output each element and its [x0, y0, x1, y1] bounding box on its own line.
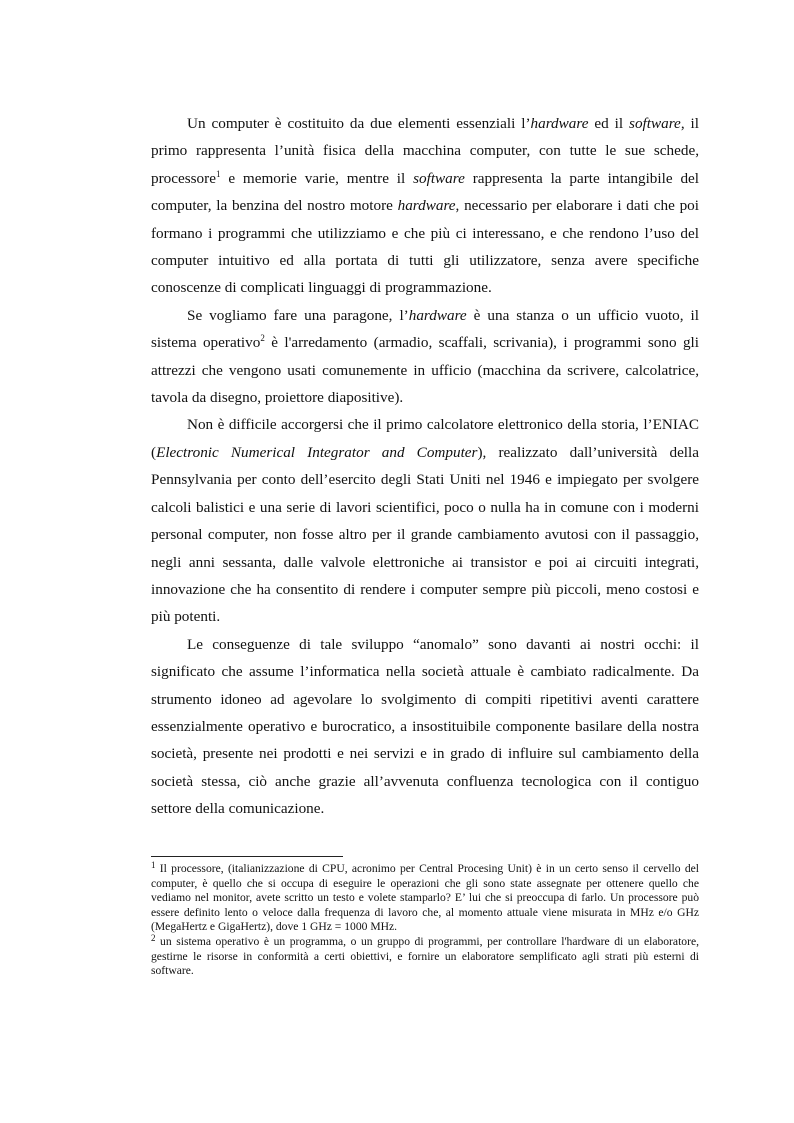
- paragraph-eniac: [151, 411, 699, 630]
- text-span: , necessario per elaborare i dati che poi formano i programmi che utilizziamo e che più ci interessano, e che rendono l’uso del computer intuitivo ed alla portata di tutti gli utilizzatore, senza avere specifiche conoscenze di complicati linguaggi di programmazione.: [151, 197, 699, 297]
- footnote-text: Il processore, (italianizzazione di CPU, acronimo per Central Procesing Unit) è in un certo senso il cervello del computer, è quello che si occupa di eseguire le operazioni che gli sono state assegnate per ottenere quello che vediamo nel monitor, avete scritto un testo e volete stamparlo? E’ lui che si preoccupa di farlo. Un processore può essere definito lento o veloce dalla frequenza di lavoro che, al momento attuale viene misurata in MHz e/o GHz (MegaHertz e GigaHertz), dove 1 GHz = 1000 MHz.: [151, 862, 699, 934]
- text-span: è una stanza o un ufficio vuoto, il sistema operativo: [151, 306, 699, 352]
- paragraph-hardware-software: [151, 110, 699, 302]
- text-span: Le conseguenze di tale sviluppo “anomalo” sono davanti ai nostri occhi: il significato che assume l’informatica nella società attuale è cambiato radicalmente. Da strumento idoneo ad agevolare lo svolgimento di compiti ripetitivi aventi carattere essenzialmente operativo e burocratico, a insostituibile componente basilare della nostra società, presente nei prodotti e nei servizi e in grado di influire sul cambiamento della società stessa, ciò anche grazie all’avvenuta confluenza tecnologica con il contiguo settore della comunicazione.: [151, 635, 699, 818]
- footnote-1: [151, 862, 699, 935]
- footnote-reference-2[interactable]: 2: [260, 333, 265, 344]
- footnote-number: 1: [151, 860, 156, 870]
- italic-term: hardware: [408, 306, 467, 324]
- italic-term: hardware: [397, 197, 456, 215]
- italic-term: hardware: [530, 115, 589, 132]
- body-text: [151, 110, 699, 823]
- text-span: ed il: [588, 115, 630, 132]
- italic-term: software: [413, 169, 465, 187]
- text-span: è l'arredamento (armadio, scaffali, scrivania), i programmi sono gli attrezzi che vengono usati comunemente in ufficio (macchina da scrivere, calcolatrice, tavola da disegno, proiettore diapositive).: [151, 334, 699, 407]
- text-span: , il primo rappresenta l’unità fisica della macchina computer, con tutte le sue schede, processore: [151, 115, 699, 187]
- text-span: Se vogliamo fare una paragone, l’: [187, 306, 409, 324]
- text-span: ), realizzato dall’università della Pennsylvania per conto dell’esercito degli Stati Uniti nel 1946 e impiegato per svolgere calcoli balistici e una serie di lavori scientifici, poco o nulla ha in comune con i moderni personal computer, non fosse altro per il grande cambiamento avutosi con il passaggio, negli anni sessanta, dalle valvole elettroniche ai transistor e poi ai circuiti integrati, innovazione che ha consentito di rendere i computer sempre più piccoli, meno costosi e più potenti.: [151, 443, 699, 626]
- footnote-separator: [151, 856, 343, 857]
- footnote-reference-1[interactable]: 1: [215, 168, 221, 179]
- paragraph-consequences: [151, 631, 699, 823]
- text-span: rappresenta la parte intangibile del computer, la benzina del nostro motore: [151, 169, 699, 215]
- text-span: e memorie varie, mentre il: [220, 169, 414, 187]
- paragraph-comparison: [151, 302, 699, 412]
- footnote-text: un sistema operativo è un programma, o un gruppo di programmi, per controllare l'hardware di un elaboratore, gestirne le risorse in conformità a certi obiettivi, e fornire un elaboratore semplificato agli strati più esterni di software.: [151, 934, 699, 978]
- footnote-number: 2: [151, 932, 156, 943]
- text-span: Non è difficile accorgersi che il primo calcolatore elettronico della storia, l’ENIAC (: [151, 416, 699, 461]
- italic-term: Electronic Numerical Integrator and Computer: [156, 443, 478, 461]
- italic-term: software: [629, 115, 681, 132]
- text-span: Un computer è costituito da due elementi essenziali l’: [187, 115, 531, 132]
- footnote-2: [151, 932, 699, 979]
- footnotes: [151, 862, 699, 979]
